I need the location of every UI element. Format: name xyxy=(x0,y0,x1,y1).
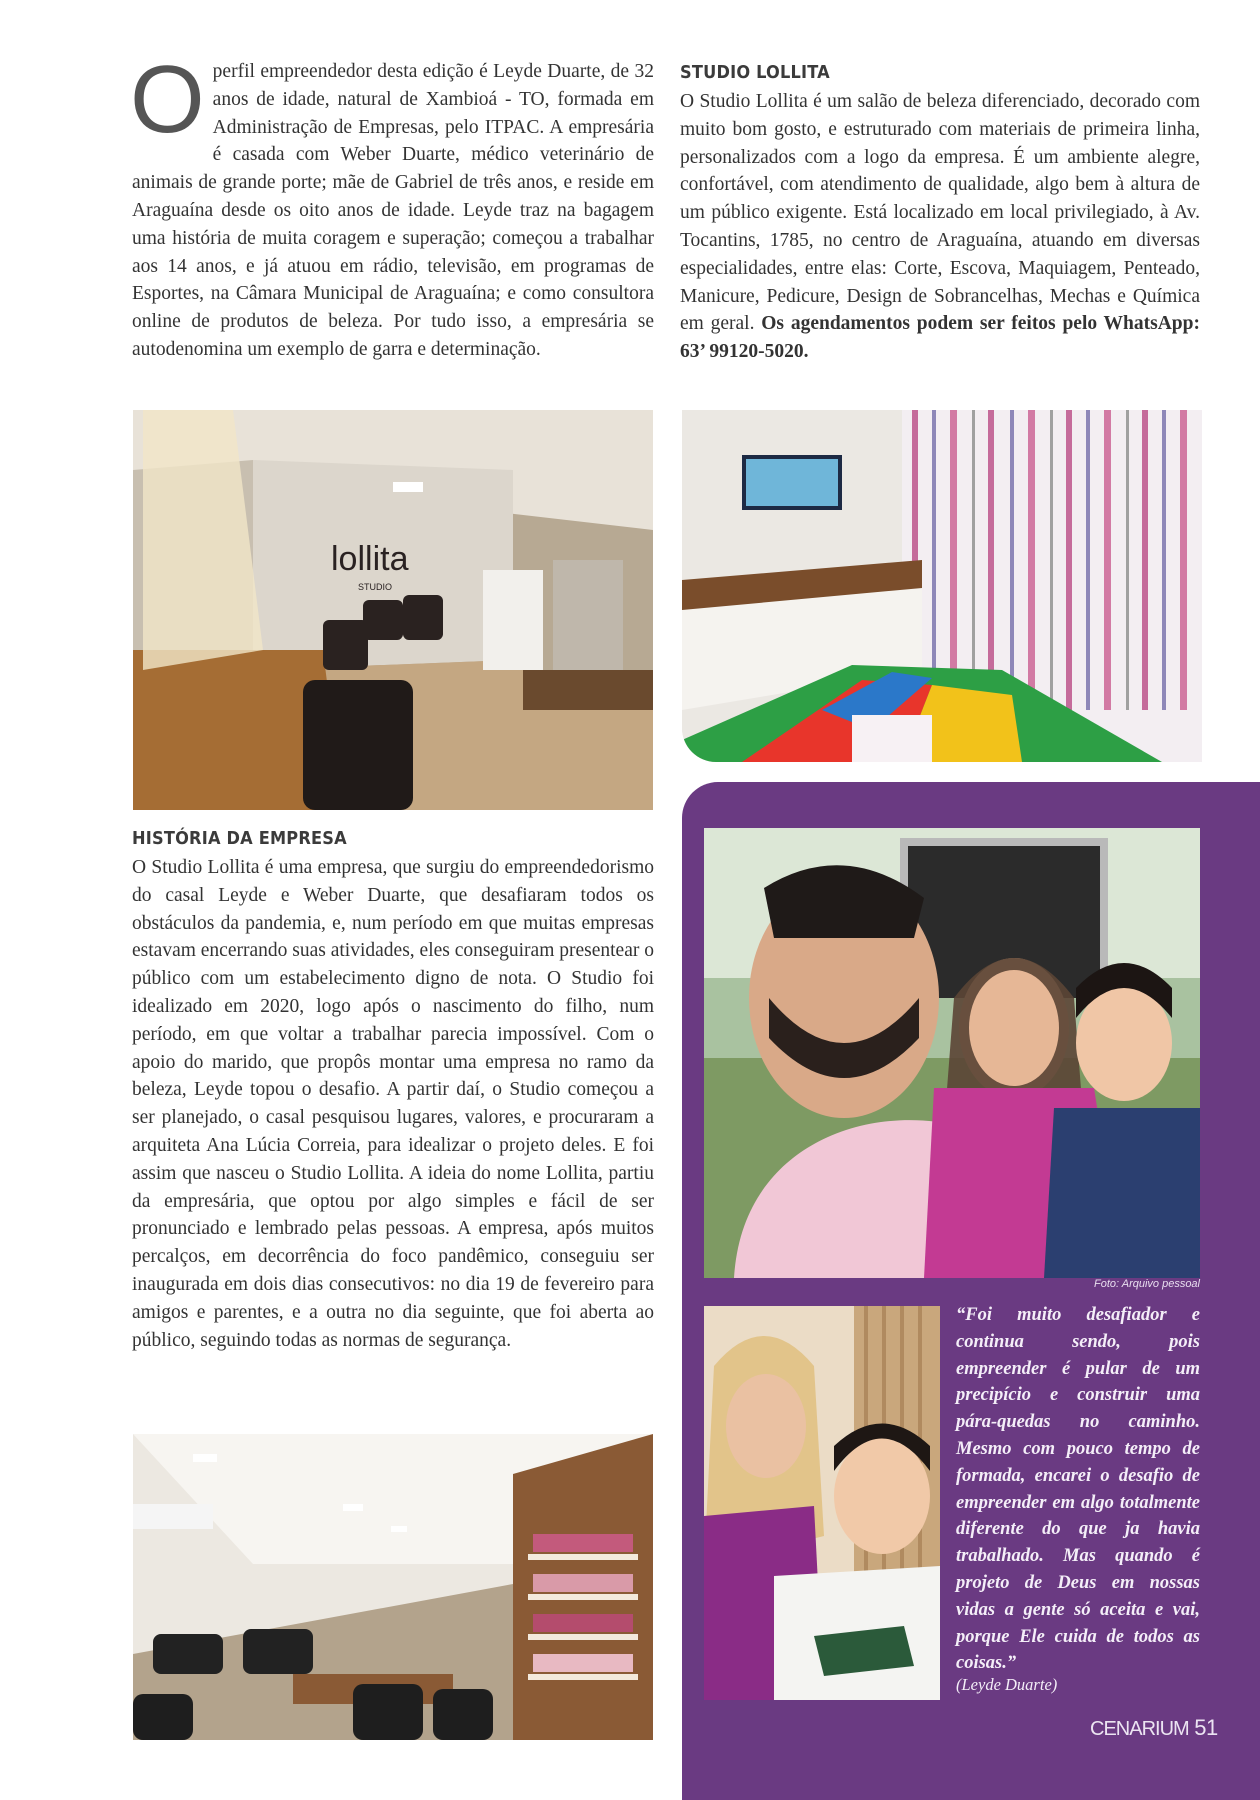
history-paragraph: O Studio Lollita é uma empresa, que surgiu do empreendedorismo do casal Leyde e Weber Duarte, que desafiaram todos os obstáculos da pandemia, e, num período em que muitas empresas estavam encerrando suas atividades, eles conseguiram presentear o público com um estabelecimento digno de nota. O Studio foi idealizado em 2020, logo após o nascimento do filho, num período, em que voltar a trabalhar parecia impossível. Com o apoio do marido, que propôs montar uma empresa no ramo da beleza, Leyde topou o desafio. A partir daí, o Studio começou a ser planejado, o casal pesquisou lugares, valores, e procuraram a arquiteta Ana Lúcia Correia, para idealizar o projeto deles. E foi assim que nasceu o Studio Lollita. A ideia do nome Lollita, partiu da empresária, que optou por algo simples e fácil de ser pronunciado e lembrado pelas pessoas. A empresa, após muitos percalços, em decorrência do foco pandêmico, conseguiu ser inaugurada em dois dias consecutivos: no dia 19 de fevereiro para amigos e parentes, e a outra no dia seguinte, que foi aberta ao público, seguindo todas as normas de segurança. xyxy=(132,857,654,1351)
history-article-text xyxy=(132,854,654,1354)
history-heading: HISTÓRIA DA EMPRESA xyxy=(132,828,347,849)
intro-paragraph: perfil empreendedor desta edição é Leyde Duarte, de 32 anos de idade, natural de Xambioá - TO, formada em Administração de Empresas, pelo ITPAC. A empresária é casada com Weber Duarte, médico veterinário de animais de grande porte; mãe de Gabriel de três anos, e reside em Araguaína desde os oito anos de idade. Leyde traz na bagagem uma história de muita coragem e superação; começou a trabalhar aos 14 anos, e já atuou em rádio, televisão, em programas de Esportes, na Câmara Municipal de Araguaína; e como consultora online de produtos de beleza. Por tudo isso, a empresária se autodenomina um exemplo de garra e determinação. xyxy=(132,61,654,360)
mother-son-photo xyxy=(704,1306,940,1700)
family-selfie-photo xyxy=(704,828,1200,1278)
salon-wall-logo-sub: STUDIO xyxy=(358,582,393,592)
pull-quote: “Foi muito desafiador e continua sendo, pois empreender é pular de um precipício e construir uma pára-quedas no caminho. Mesmo com pouco tempo de formada, encarei o desafio de empreender em algo totalmente diferente do que ja havia trabalhado. Mas quando é projeto de Deus em nossas vidas a gente só aceita e vai, porque Ele cuida de todos as coisas.” xyxy=(956,1305,1200,1674)
studio-booking-info: Os agendamentos podem ser feitos pelo WhatsApp: 63’ 99120-5020. xyxy=(680,313,1200,363)
kids-room-photo xyxy=(682,410,1202,762)
salon-interior-photo xyxy=(133,410,653,810)
studio-heading: STUDIO LOLLITA xyxy=(680,62,830,83)
page-number: 51 xyxy=(1194,1715,1218,1740)
drop-cap: O xyxy=(130,46,205,153)
magazine-brand: CENARIUM xyxy=(1090,1718,1189,1740)
page-footer xyxy=(1090,1715,1218,1741)
studio-article-text xyxy=(680,88,1200,366)
quote-author: (Leyde Duarte) xyxy=(956,1675,1058,1694)
studio-paragraph xyxy=(680,88,1200,366)
salon-wide-photo xyxy=(133,1434,653,1740)
studio-paragraph-text: O Studio Lollita é um salão de beleza diferenciado, decorado com muito bom gosto, e estruturado com materiais de primeira linha, personalizados com a logo da empresa. É um ambiente alegre, confortável, com atendimento de qualidade, algo bem à altura de um público exigente. Está localizado em local privilegiado, à Av. Tocantins, 1785, no centro de Araguaína, atuando em diversas especialidades, entre elas: Corte, Escova, Maquiagem, Penteado, Manicure, Pedicure, Design de Sobrancelhas, Mechas e Química em geral. xyxy=(680,91,1200,335)
photo-credit: Foto: Arquivo pessoal xyxy=(1094,1278,1200,1290)
salon-wall-logo: lollita xyxy=(331,540,409,578)
intro-article-text xyxy=(130,46,654,364)
